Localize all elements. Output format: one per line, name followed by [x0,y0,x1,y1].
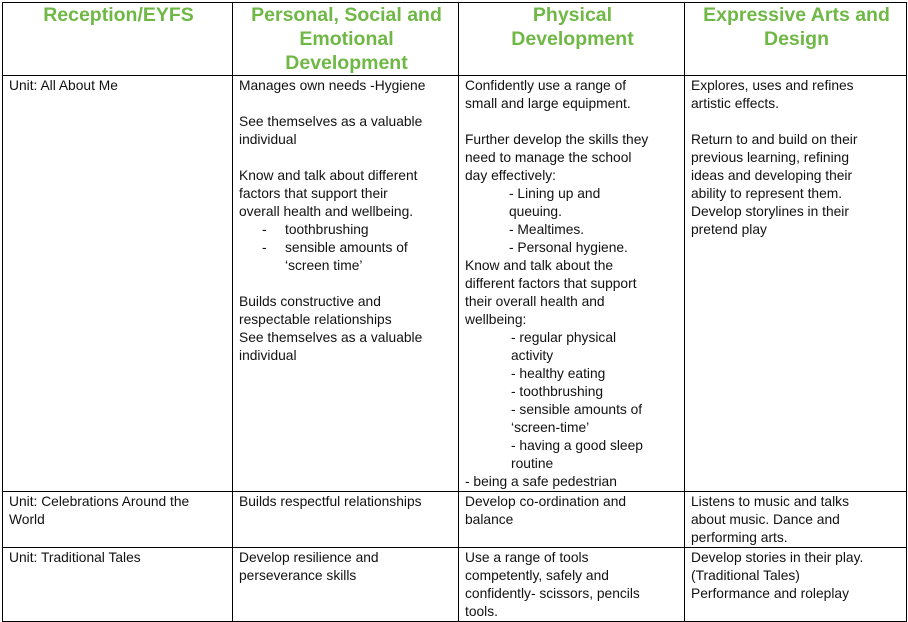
cell-text: Performance and roleplay [691,586,849,601]
unit-label: Unit: Traditional Tales [9,550,141,565]
list-item [239,239,454,257]
unit-cell [3,76,233,492]
list-item: - having a good sleep [511,438,643,453]
cell-text: about music. Dance and [691,512,840,527]
cell-text: individual [239,132,297,147]
cell-text: ability to represent them. [691,186,843,201]
ead-cell [685,76,907,492]
list-item: - healthy eating [511,366,606,381]
list-item [239,221,454,239]
psed-cell [233,492,459,548]
cell-text: artistic effects. [691,96,779,111]
physical-cell [459,492,685,548]
header-text: Physical [532,4,613,26]
cell-text: (Traditional Tales) [691,568,800,583]
cell-text: previous learning, refining [691,150,849,165]
cell-text: Develop stories in their play. [691,550,864,565]
cell-text: small and large equipment. [465,96,631,111]
list-item: - being a safe pedestrian [465,474,617,489]
cell-text: Explores, uses and refines [691,78,854,93]
header-expressive-arts [685,3,907,76]
header-text: Emotional [299,28,394,50]
cell-text: wellbeing: [465,312,527,327]
list-item: queuing. [509,204,562,219]
cell-text: See themselves as a valuable [239,114,423,129]
cell-text: day effectively: [465,168,557,183]
table-row [3,76,907,492]
cell-text: sensible amounts of [285,240,408,255]
unit-label: Unit: All About Me [9,78,118,93]
unit-cell [3,492,233,548]
cell-text: ‘screen time’ [285,258,363,273]
cell-text: Know and talk about different [239,168,418,183]
header-reception-eyfs [3,3,233,76]
cell-text: tools. [465,604,498,619]
unit-cell [3,548,233,622]
unit-label: World [9,512,45,527]
psed-cell [233,548,459,622]
cell-text: respectable relationships [239,312,392,327]
cell-text: different factors that support [465,276,637,291]
header-row [3,3,907,76]
list-item: ‘screen-time’ [511,420,590,435]
cell-text: perseverance skills [239,568,357,583]
cell-text: Develop resilience and [239,550,379,565]
header-text: Design [763,28,829,50]
cell-text: Know and talk about the [465,258,614,273]
ead-cell [685,548,907,622]
bullet-marker: - [262,222,267,237]
header-physical-development [459,3,685,76]
list-item: routine [511,456,554,471]
list-item: - toothbrushing [511,384,604,399]
physical-cell [459,76,685,492]
header-text: Development [511,28,634,50]
cell-text: ideas and developing their [691,168,853,183]
header-text: Expressive Arts and [703,4,890,26]
cell-text: Builds constructive and [239,294,381,309]
cell-text: competently, safely and [465,568,609,583]
cell-text: toothbrushing [285,222,369,237]
cell-text: Return to and build on their [691,132,858,147]
bullet-marker: - [262,240,267,255]
list-item: - Personal hygiene. [509,240,628,255]
cell-text: See themselves as a valuable [239,330,423,345]
header-text: Development [285,52,408,74]
physical-cell [459,548,685,622]
list-item: - Lining up and [509,186,601,201]
cell-text: their overall health and [465,294,605,309]
cell-text: Use a range of tools [465,550,589,565]
table-row [3,492,907,548]
cell-text: Confidently use a range of [465,78,627,93]
curriculum-table [2,2,907,622]
ead-cell [685,492,907,548]
cell-text: performing arts. [691,530,788,545]
list-item: activity [511,348,554,363]
header-psed [233,3,459,76]
table-row [3,548,907,622]
list-item: - sensible amounts of [511,402,643,417]
cell-text: Develop storylines in their [691,204,849,219]
cell-text: pretend play [691,222,767,237]
cell-text: overall health and wellbeing. [239,204,414,219]
list-item: - regular physical [511,330,617,345]
cell-text: Listens to music and talks [691,494,849,509]
list-item: - Mealtimes. [509,222,585,237]
psed-cell [233,76,459,492]
cell-text: Develop co-ordination and [465,494,627,509]
cell-text: confidently- scissors, pencils [465,586,640,601]
cell-text: Builds respectful relationships [239,494,422,509]
cell-text: individual [239,348,297,363]
cell-text: Further develop the skills they [465,132,649,147]
cell-text: need to manage the school [465,150,632,165]
header-text: Personal, Social and [251,4,442,26]
cell-text: factors that support their [239,186,388,201]
unit-label: Unit: Celebrations Around the [9,494,190,509]
cell-text: Manages own needs -Hygiene [239,78,426,93]
cell-text: balance [465,512,514,527]
header-text: Reception/EYFS [43,4,194,26]
